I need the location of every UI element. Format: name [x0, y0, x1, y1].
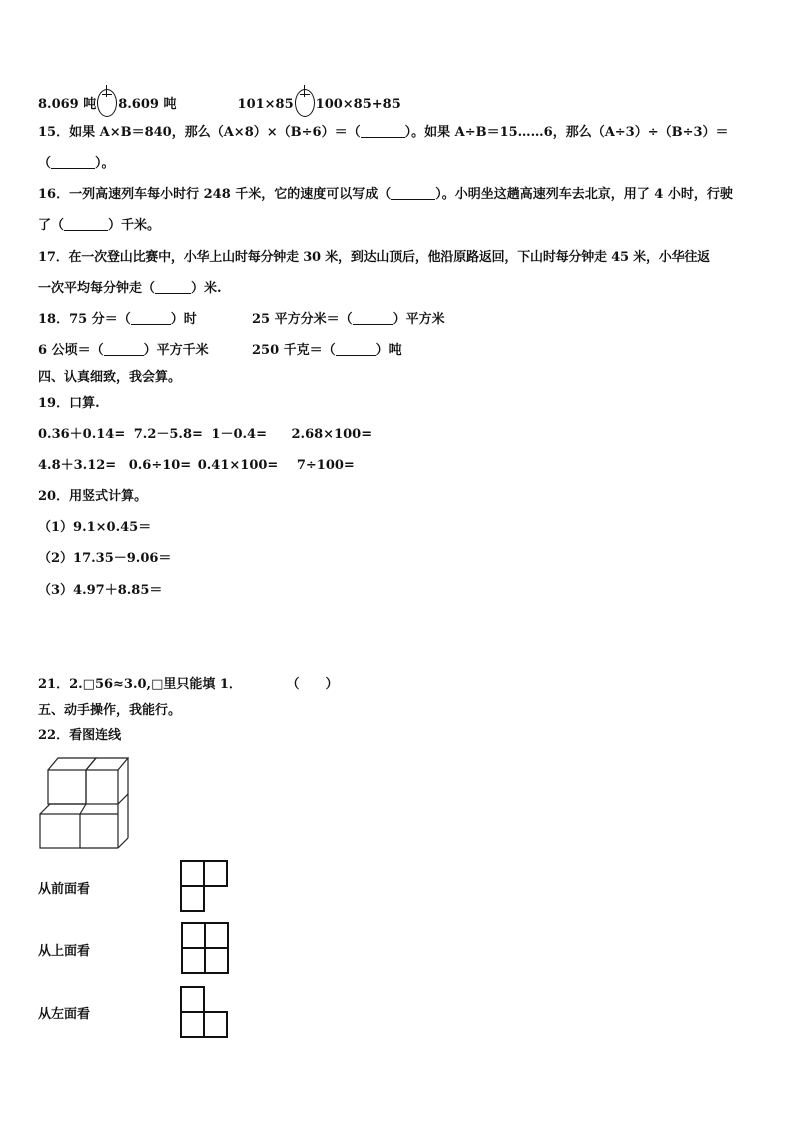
answer-blank[interactable]	[104, 343, 144, 356]
view-shape-2[interactable]	[180, 921, 232, 977]
section-4-heading: 四、认真细致，我会算。	[38, 370, 182, 385]
question-17-line1: 17．在一次登山比赛中，小华上山时每分钟走 30 米，到达山顶后，他沿原路返回，下山时每分钟走 45 米，小华往返	[38, 250, 710, 265]
answer-blank[interactable]	[336, 343, 376, 356]
answer-blank[interactable]	[131, 312, 171, 325]
question-15-line2: （ ）。	[38, 156, 115, 171]
question-18-row2: 6 公顷＝（ ）平方千米	[38, 343, 209, 358]
answer-blank[interactable]	[391, 187, 435, 200]
compare-left-a: 8.069 吨	[38, 97, 97, 112]
question-16-line1: 16．一列高速列车每小时行 248 千米，它的速度可以写成（ ）。小明坐这趟高速列车去北京，用了 4 小时，行驶	[38, 187, 733, 202]
answer-blank[interactable]	[51, 156, 95, 169]
answer-blank[interactable]	[353, 312, 393, 325]
question-18-row1: 18．75 分＝（ ）时	[38, 312, 197, 327]
compare-circle-icon[interactable]	[295, 89, 315, 117]
question-18-row1-right: 25 平方分米＝（ ）平方米	[252, 312, 445, 327]
question-19-title: 19．口算.	[38, 396, 100, 411]
question-22-title: 22．看图连线	[38, 728, 122, 743]
view-shape-3[interactable]	[179, 985, 231, 1041]
compare-left-b: 8.609 吨	[118, 97, 177, 112]
question-20-title: 20．用竖式计算。	[38, 489, 148, 504]
view-label-front: 从前面看	[38, 882, 91, 897]
compare-circle-icon[interactable]	[97, 89, 117, 117]
question-21: 21．2.□56≈3.0,□里只能填 1． （ ）	[38, 677, 339, 692]
question-20-item-2: （2）17.35－9.06＝	[38, 551, 172, 566]
question-17-line2: 一次平均每分钟走（ ）米.	[38, 281, 222, 296]
question-19-row2: 4.8＋3.12= 0.6÷10= 0.41×100= 7÷100=	[38, 458, 355, 473]
answer-blank[interactable]	[155, 281, 191, 294]
cube-stack-figure	[38, 756, 132, 852]
answer-blank[interactable]	[64, 218, 108, 231]
question-19-row1: 0.36＋0.14= 7.2－5.8= 1－0.4= 2.68×100=	[38, 427, 373, 442]
compare-right-a: 101×85	[237, 97, 294, 112]
answer-blank[interactable]	[361, 125, 405, 138]
section-5-heading: 五、动手操作，我能行。	[38, 703, 182, 718]
view-label-top: 从上面看	[38, 944, 91, 959]
question-20-item-3: （3）4.97＋8.85＝	[38, 583, 163, 598]
view-label-left: 从左面看	[38, 1007, 91, 1022]
question-20-item-1: （1）9.1×0.45＝	[38, 520, 152, 535]
compare-row	[38, 89, 401, 117]
view-shape-1[interactable]	[179, 859, 231, 915]
question-15-line1: 15．如果 A×B＝840，那么（A×8）×（B÷6）＝（ ）。如果 A÷B＝15……6，那么（A÷3）÷（B÷3）＝	[38, 125, 729, 140]
question-18-row2-right: 250 千克＝（ ）吨	[252, 343, 402, 358]
compare-right-b: 100×85+85	[315, 97, 401, 112]
question-16-line2: 了（ ）千米。	[38, 218, 161, 233]
answer-paren[interactable]: （ ）	[286, 677, 339, 692]
